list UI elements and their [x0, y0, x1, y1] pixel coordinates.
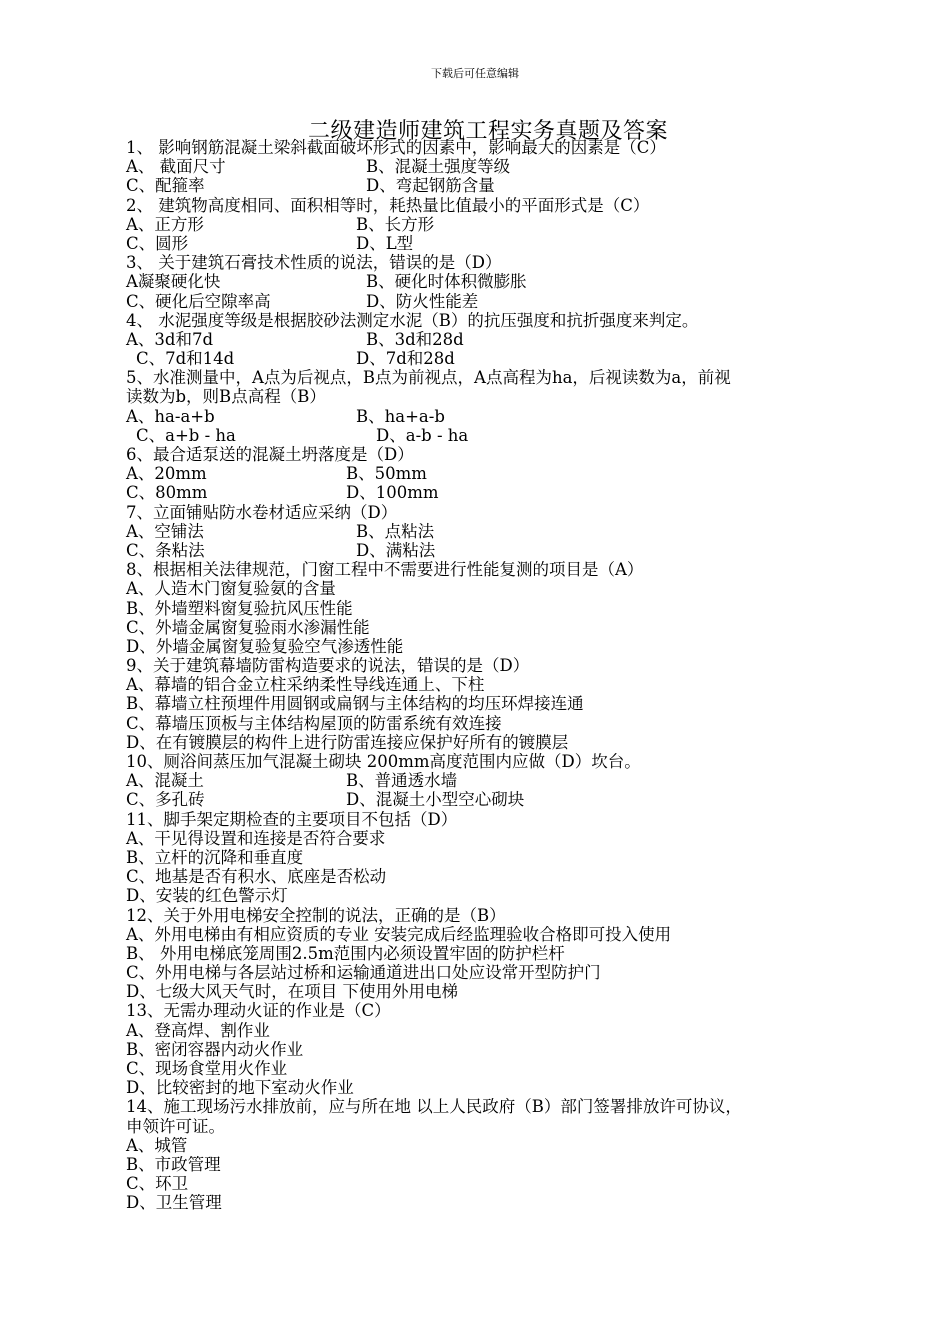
text-line: D、安装的红色警示灯 [126, 886, 288, 906]
option-right: D、混凝土小型空心砌块 [346, 790, 525, 810]
option-left: A、 截面尺寸 [126, 157, 226, 177]
option-right: D、满粘法 [356, 540, 436, 560]
text-line: C、外用电梯与各层站过桥和运输通道进出口处应设常开型防护门 [126, 963, 601, 983]
option-right: B、长方形 [356, 214, 435, 234]
option-right: B、ha+a-b [356, 406, 445, 426]
option-left: A、空铺法 [126, 521, 204, 541]
option-right: B、普通透水墙 [346, 771, 458, 791]
text-line: 7、立面铺贴防水卷材适应采纳（D） [126, 502, 398, 522]
text-line: 11、脚手架定期检查的主要项目不包括（D） [126, 809, 458, 829]
text-line: A、幕墙的铝合金立柱采纳柔性导线连通上、下柱 [126, 675, 485, 695]
option-right: D、a-b - ha [376, 425, 469, 445]
text-line [126, 464, 866, 483]
text-line [126, 157, 866, 176]
option-left: A、20mm [126, 464, 207, 484]
text-line [126, 215, 866, 234]
text-line [126, 522, 866, 541]
text-line [126, 407, 866, 426]
text-line [126, 790, 866, 809]
text-line: 10、厕浴间蒸压加气混凝土砌块 200mm高度范围内应做（D）坎台。 [126, 752, 641, 771]
text-line: 12、关于外用电梯安全控制的说法，正确的是（B） [126, 905, 506, 925]
option-right: D、7d和28d [356, 349, 455, 369]
text-line [126, 541, 866, 560]
text-line: 6、最合适泵送的混凝土坍落度是（D） [126, 445, 414, 464]
option-right: D、防火性能差 [366, 291, 479, 311]
page-header: 下载后可任意编辑 [431, 67, 519, 80]
text-line: 14、施工现场污水排放前，应与所在地 以上人民政府（B）部门签署排放许可协议， [126, 1097, 742, 1117]
document-body [126, 138, 866, 1213]
option-right: B、50mm [346, 464, 427, 484]
text-line: C、现场食堂用火作业 [126, 1059, 288, 1078]
text-line: B、 外用电梯底笼周围2.5m范围内必须设置牢固的防护栏杆 [126, 943, 565, 963]
text-line [126, 272, 866, 291]
text-line: 申领许可证。 [126, 1116, 225, 1136]
text-line: C、外墙金属窗复验雨水渗漏性能 [126, 617, 370, 637]
option-right: D、弯起钢筋含量 [366, 176, 495, 196]
text-line: 9、关于建筑幕墙防雷构造要求的说法，错误的是（D） [126, 656, 530, 676]
option-left: C、7d和14d [136, 349, 235, 369]
text-line: C、地基是否有积水、底座是否松动 [126, 867, 387, 887]
text-line [126, 349, 866, 368]
text-line: D、七级大风天气时，在项目 下使用外用电梯 [126, 982, 458, 1002]
option-left: C、80mm [126, 483, 208, 503]
option-left: A、混凝土 [126, 771, 204, 791]
option-left: C、多孔砖 [126, 790, 205, 810]
text-line [126, 176, 866, 195]
text-line: D、外墙金属窗复验复验空气渗透性能 [126, 636, 404, 656]
text-line: B、幕墙立柱预埋件用圆钢或扁钢与主体结构的均压环焊接连通 [126, 694, 584, 714]
document-title: 二级建造师建筑工程实务真题及答案 [307, 119, 668, 144]
text-line [126, 483, 866, 502]
text-line: B、密闭容器内动火作业 [126, 1039, 304, 1059]
text-line: B、外墙塑料窗复验抗风压性能 [126, 598, 353, 618]
text-line: A、干见得设置和连接是否符合要求 [126, 828, 386, 848]
text-line: 4、 水泥强度等级是根据胶砂法测定水泥（B）的抗压强度和抗折强度来判定。 [126, 310, 699, 330]
text-line: D、比较密封的地下室动火作业 [126, 1078, 354, 1098]
option-right: D、L型 [356, 233, 414, 253]
option-left: C、圆形 [126, 233, 189, 253]
text-line: 1、 影响钢筋混凝土梁斜截面破坏形式的因素中，影响最大的因素是（C） [126, 138, 666, 157]
text-line: A、人造木门窗复验氨的含量 [126, 579, 336, 599]
text-line: A、城管 [126, 1135, 188, 1155]
text-line: C、环卫 [126, 1174, 189, 1194]
option-right: B、混凝土强度等级 [366, 157, 511, 177]
text-line [126, 292, 866, 311]
text-line: 13、无需办理动火证的作业是（C） [126, 1001, 391, 1021]
text-line: 2、 建筑物高度相同、面积相等时，耗热量比值最小的平面形式是（C） [126, 195, 650, 215]
option-right: B、硬化时体积微膨胀 [366, 272, 527, 292]
option-left: C、a+b - ha [136, 425, 236, 445]
text-line: D、卫生管理 [126, 1193, 222, 1213]
text-line: B、市政管理 [126, 1154, 221, 1174]
text-line: 5、水准测量中，A点为后视点，B点为前视点，A点高程为ha，后视读数为a，前视 [126, 368, 731, 388]
text-line [126, 426, 866, 445]
option-left: A、正方形 [126, 214, 204, 234]
option-left: A凝聚硬化快 [126, 272, 221, 292]
text-line: 8、根据相关法律规范，门窗工程中不需要进行性能复测的项目是（A） [126, 560, 644, 580]
option-right: D、100mm [346, 483, 439, 503]
text-line: A、登高焊、割作业 [126, 1020, 270, 1040]
text-line [126, 234, 866, 253]
option-right: B、点粘法 [356, 521, 435, 541]
option-left: A、ha-a+b [126, 406, 215, 426]
text-line: A、外用电梯由有相应资质的专业 安装完成后经监理验收合格即可投入使用 [126, 924, 672, 944]
text-line: 3、 关于建筑石膏技术性质的说法，错误的是（D） [126, 253, 502, 273]
text-line: 读数为b，则B点高程（B） [126, 387, 326, 407]
text-line: C、幕墙压顶板与主体结构屋顶的防雷系统有效连接 [126, 713, 502, 733]
text-line [126, 771, 866, 790]
option-right: B、3d和28d [366, 329, 464, 349]
text-line: B、立杆的沉降和垂直度 [126, 847, 304, 867]
option-left: A、3d和7d [126, 329, 214, 349]
option-left: C、条粘法 [126, 540, 205, 560]
option-left: C、配箍率 [126, 176, 205, 196]
option-left: C、硬化后空隙率高 [126, 291, 271, 311]
text-line: D、在有镀膜层的构件上进行防雷连接应保护好所有的镀膜层 [126, 732, 569, 752]
text-line [126, 330, 866, 349]
